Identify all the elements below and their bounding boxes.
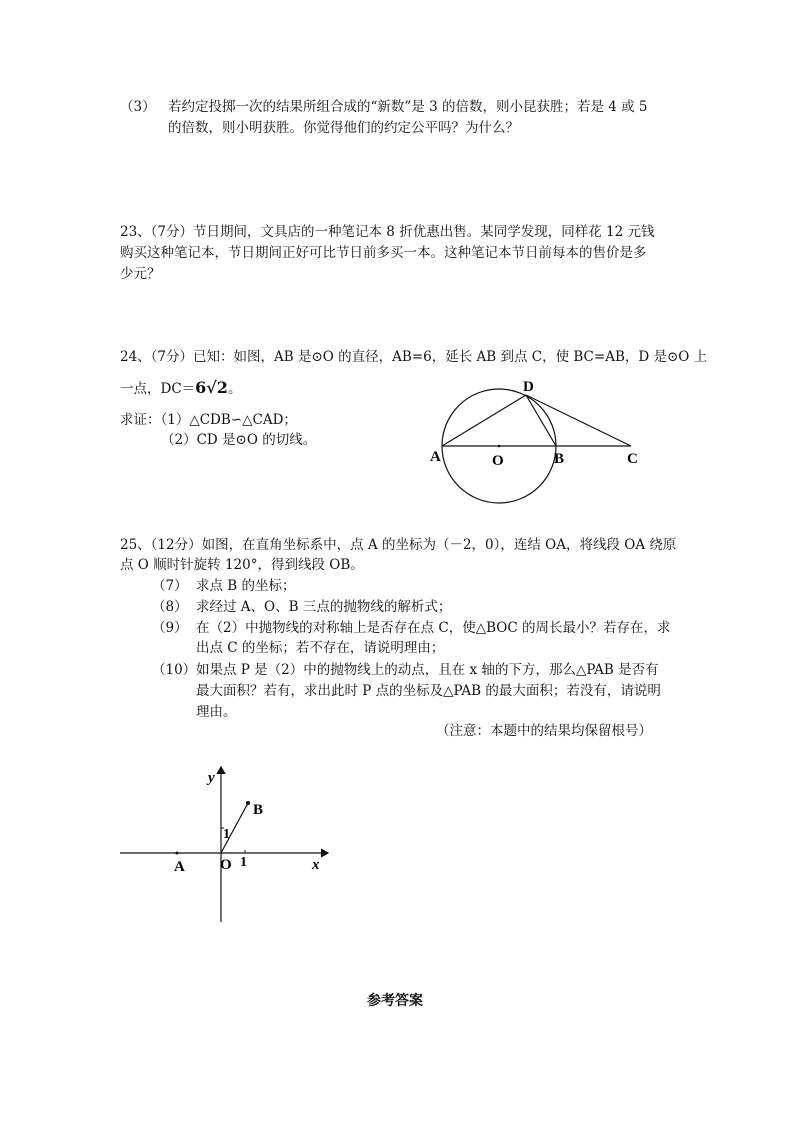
label-b: B xyxy=(554,451,565,467)
q25-note: （注意：本题中的结果均保留根号） xyxy=(436,723,652,739)
q24-circle-figure xyxy=(420,372,660,512)
q23-line-3: 少元？ xyxy=(120,266,161,282)
point-a xyxy=(176,852,179,855)
q25-line-1: 25、（12分）如图，在直角坐标系中，点 A 的坐标为（－2，0），连结 OA，将线段 OA 绕原 xyxy=(120,537,677,553)
label-c: C xyxy=(627,451,638,467)
q25-item-1-line-1: 求点 B 的坐标； xyxy=(196,578,296,594)
q22-line-1: 若约定投掷一次的结果所组合成的“新数”是 3 的倍数，则小昆获胜；若是 4 或 5 xyxy=(168,99,648,115)
q25-item-3-line-2: 出点 C 的坐标；若不存在，请说明理由； xyxy=(196,640,445,656)
q24-proof-2: （2）CD 是⊙O 的切线。 xyxy=(161,432,317,448)
label-y: y xyxy=(208,770,215,786)
point-b xyxy=(246,801,250,805)
q24-proof-1: 求证：（1）△CDB∽△CAD； xyxy=(120,412,297,428)
q24-line-2 xyxy=(120,378,241,399)
q25-item-1-number: （7） xyxy=(152,578,188,594)
q25-item-3-number: （9） xyxy=(152,620,188,636)
q25-item-2-line-1: 求经过 A、O、B 三点的抛物线的解析式； xyxy=(196,599,452,615)
label-o2: O xyxy=(220,857,232,873)
center-dot xyxy=(498,445,501,448)
label-one-x: 1 xyxy=(240,855,247,870)
q24-line-1: 24、（7分）已知：如图，AB 是⊙O 的直径，AB=6，延长 AB 到点 C，使 BC=AB，D 是⊙O 上 xyxy=(120,349,708,365)
label-o: O xyxy=(492,453,504,469)
q22-line-2: 的倍数，则小明获胜。你觉得他们的约定公平吗？为什么？ xyxy=(168,120,519,136)
q25-item-3-line-1: 在（2）中抛物线的对称轴上是否存在点 C，使△BOC 的周长最小？若存在，求 xyxy=(196,620,671,636)
q25-item-4-line-1: 如果点 P 是（2）中的抛物线上的动点，且在 x 轴的下方，那么△PAB 是否有 xyxy=(196,662,659,678)
q22-item-number: （3） xyxy=(120,99,156,115)
q25-line-2: 点 O 顺时针旋转 120°，得到线段 OB。 xyxy=(120,557,364,573)
q23-line-1: 23、（7分）节日期间，文具店的一种笔记本 8 折优惠出售。某同学发现，同样花 12 元钱 xyxy=(120,224,655,240)
q24-line-2-end: 。 xyxy=(227,381,242,397)
q25-item-2-number: （8） xyxy=(152,599,188,615)
label-d: D xyxy=(523,379,534,395)
label-a: A xyxy=(430,449,441,465)
q23-line-2: 购买这种笔记本，节日期间正好可比节日前多买一本。这种笔记本节日前每本的售价是多 xyxy=(120,245,647,261)
q25-item-4-line-3: 理由。 xyxy=(196,704,237,720)
q24-line-2-text: 一点，DC＝ xyxy=(120,381,196,397)
q25-item-4-line-2: 最大面积？若有，求出此时 P 点的坐标及△PAB 的最大面积；若没有，请说明 xyxy=(196,683,661,699)
label-one-y: 1 xyxy=(223,827,230,842)
line-ad xyxy=(442,395,526,446)
q24-dc-value: 6√2 xyxy=(195,378,228,397)
answer-title: 参考答案 xyxy=(367,993,423,1009)
label-b2: B xyxy=(253,802,264,818)
q25-coordinate-figure xyxy=(115,762,345,932)
line-dc xyxy=(526,395,631,446)
label-x: x xyxy=(312,857,320,873)
label-a2: A xyxy=(174,859,185,875)
q25-item-4-number: （10） xyxy=(152,662,197,678)
